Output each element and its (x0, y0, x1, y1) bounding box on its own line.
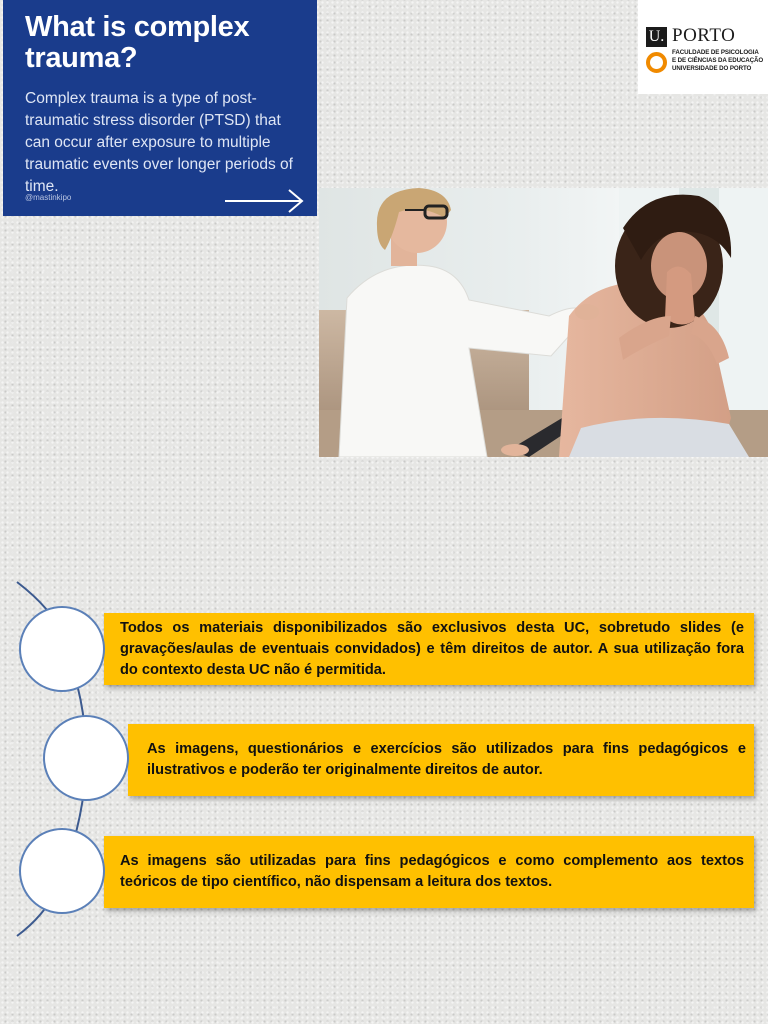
trauma-card-body: Complex trauma is a type of post-traumatic stress disorder (PTSD) that can occur after exposure to multiple traumatic events over longer periods of time. (25, 90, 293, 195)
logo-faculty-line: UNIVERSIDADE DO PORTO (672, 65, 752, 72)
logo-faculty-text (672, 49, 766, 73)
therapy-scene-illustration (319, 188, 768, 457)
notice-node (19, 606, 105, 692)
notice-list (0, 580, 768, 960)
notice-text: As imagens, questionários e exercícios são utilizados para fins pedagógicos e ilustrativos e poderão ter originalmente direitos de autor. (147, 741, 746, 778)
complex-trauma-card (3, 0, 317, 216)
notice-bar (104, 836, 754, 908)
u-porto-logo (638, 0, 768, 94)
logo-faculty-line: E DE CIÊNCIAS DA EDUCAÇÃO (672, 57, 764, 64)
trauma-card-title: What is complex trauma? (25, 11, 250, 74)
logo-name: PORTO (672, 25, 736, 46)
logo-mark: U. (646, 27, 667, 47)
trauma-card-handle: @mastinkipo (25, 193, 72, 202)
notice-text: Todos os materiais disponibilizados são exclusivos desta UC, sobretudo slides (e gravações/aulas de eventuais convidados) e têm direitos de autor. A sua utilização fora do contexto desta UC não é permitida. (120, 619, 744, 678)
logo-faculty-line: FACULDADE DE PSICOLOGIA (672, 49, 759, 56)
notice-node (19, 828, 105, 914)
arrow-right-icon (223, 186, 307, 216)
logo-ring-icon (646, 52, 667, 73)
notice-bar (128, 724, 754, 796)
notice-node (43, 715, 129, 801)
notice-bar (104, 613, 754, 685)
notice-text: As imagens são utilizadas para fins pedagógicos e como complemento aos textos teóricos de tipo científico, não dispensam a leitura dos textos. (120, 853, 744, 890)
therapy-photo (319, 188, 768, 457)
